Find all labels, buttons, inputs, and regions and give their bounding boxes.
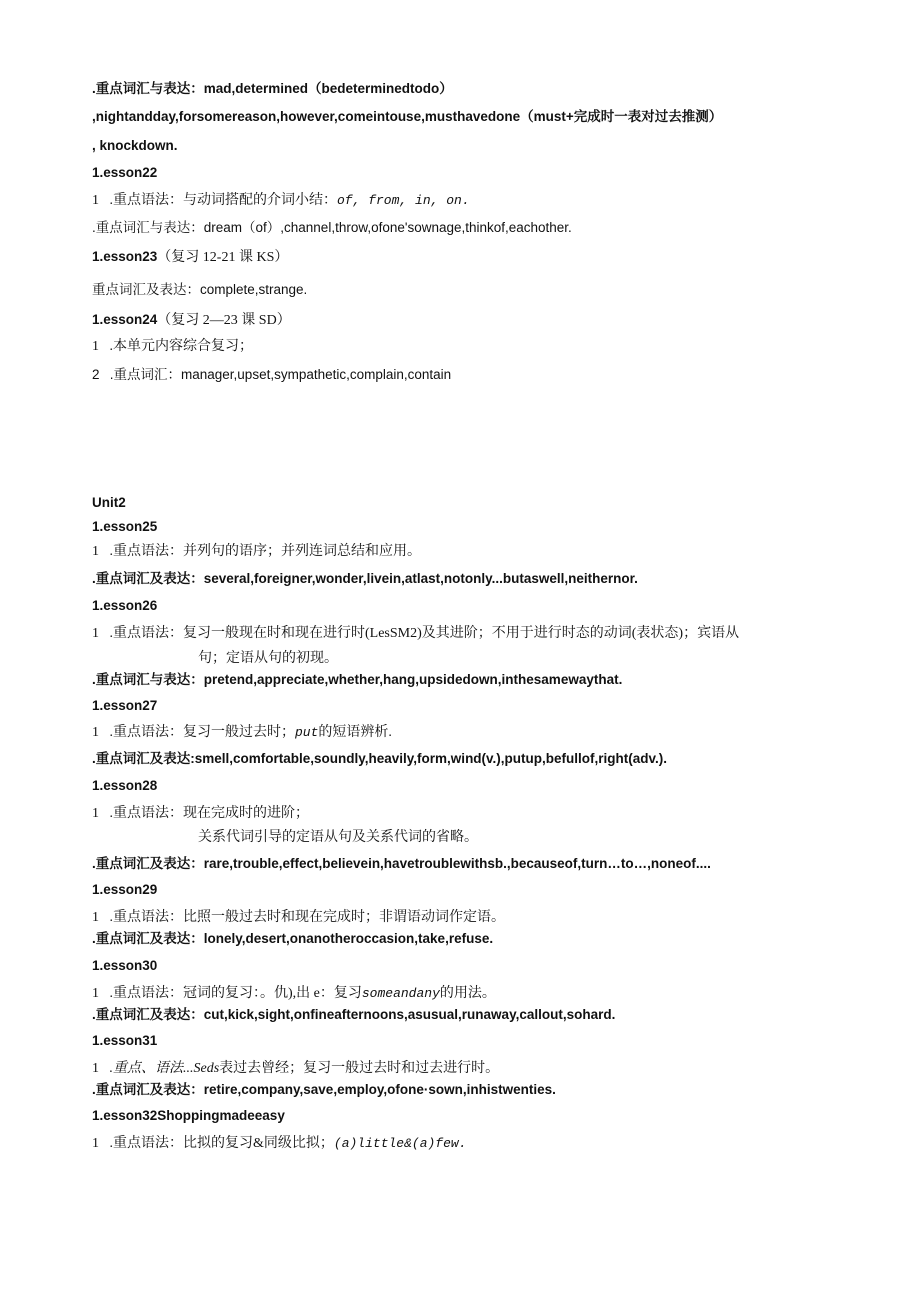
item-number: 1 <box>92 1136 99 1151</box>
grammar-text: .重点语法：复习一般现在时和现在进行时(LesSM2)及其进阶；不用于进行时态的动词(表状态)；宾语从 <box>109 626 740 641</box>
grammar-line <box>92 192 470 210</box>
grammar-italic: (a)little&(a)few. <box>333 1136 467 1151</box>
grammar-line <box>92 1060 499 1078</box>
grammar-text: 表过去曾经；复习一般过去时和过去进行时。 <box>219 1061 500 1076</box>
grammar-line <box>92 985 496 1003</box>
grammar-italic: put <box>295 725 319 740</box>
item-number: 1 <box>92 193 99 208</box>
item-number: 1 <box>92 1061 99 1076</box>
grammar-text: .重点语法：复习一般过去时； <box>109 725 295 740</box>
grammar-continuation: 关系代词引导的定语从句及关系代词的省略。 <box>198 830 478 845</box>
grammar-italic: someandany <box>361 986 440 1001</box>
lesson-title: 1.esson28 <box>92 778 158 793</box>
item-text: .重点词汇：manager,upset,sympathetic,complain,contain <box>109 367 452 382</box>
vocab-line: .重点词汇及表达：cut,kick,sight,onfineafternoons,asusual,runaway,callout,sohard. <box>92 1007 616 1022</box>
lesson-title: 1.esson29 <box>92 882 158 897</box>
grammar-text: 的用法。 <box>439 986 496 1001</box>
lesson-heading <box>92 248 288 267</box>
grammar-text: .重点语法：冠词的复习：。仇),出 e：复习 <box>109 986 362 1001</box>
grammar-line <box>92 909 505 927</box>
grammar-line <box>92 625 739 643</box>
lesson-title: 1.esson22 <box>92 165 158 180</box>
lesson-heading <box>92 311 291 330</box>
lesson-title: 1.esson27 <box>92 698 158 713</box>
item-number: 1 <box>92 725 99 740</box>
grammar-line <box>92 724 392 742</box>
grammar-text: 的短语辨析. <box>318 725 392 740</box>
grammar-line <box>92 1135 467 1153</box>
item-number: 1 <box>92 626 99 641</box>
vocab-line: .重点词汇及表达：lonely,desert,onanotheroccasion,take,refuse. <box>92 931 494 946</box>
grammar-text: .重点语法：现在完成时的进阶； <box>109 806 309 821</box>
lesson-title: 1.esson30 <box>92 958 158 973</box>
grammar-text: .重点语法：比拟的复习&同级比拟； <box>109 1136 334 1151</box>
vocab-line: , knockdown. <box>92 138 178 153</box>
grammar-line <box>92 805 309 823</box>
item-number: 1 <box>92 544 99 559</box>
list-item <box>92 366 451 384</box>
vocab-line: .重点词汇与表达：mad,determined（bedeterminedtodo） <box>92 81 453 96</box>
item-text: .本单元内容综合复习； <box>109 339 253 354</box>
lesson-title: 1.esson24 <box>92 312 158 327</box>
lesson-note: （复习 12-21 课 KS） <box>157 250 289 265</box>
grammar-text: .重点语法：并列句的语序；并列连词总结和应用。 <box>109 544 421 559</box>
vocab-line: .重点词汇与表达：dream（of）,channel,throw,ofone'sownage,thinkof,eachother. <box>92 220 572 235</box>
vocab-line: .重点词汇及表达：several,foreigner,wonder,livein,atlast,notonly...butaswell,neithernor. <box>92 571 638 586</box>
list-item <box>92 338 253 356</box>
item-number: 1 <box>92 910 99 925</box>
item-number: 1 <box>92 806 99 821</box>
lesson-title: 1.esson32Shoppingmadeeasy <box>92 1108 285 1123</box>
vocab-line: ,nightandday,forsomereason,however,comeintouse,musthavedone（must+完成时一表对过去推测） <box>92 109 723 124</box>
item-number: 1 <box>92 339 99 354</box>
vocab-line: .重点词汇及表达：rare,trouble,effect,believein,havetroublewithsb.,becauseof,turn…to…,noneof.... <box>92 856 711 871</box>
grammar-italic: .重点、语法...Seds <box>109 1061 220 1076</box>
vocab-line: .重点词汇及表达：retire,company,save,employ,ofone·sown,inhistwenties. <box>92 1082 556 1097</box>
vocab-line: .重点词汇与表达：pretend,appreciate,whether,hang,upsidedown,inthesamewaythat. <box>92 672 623 687</box>
grammar-continuation: 句；定语从句的初现。 <box>198 651 338 666</box>
lesson-title: 1.esson23 <box>92 249 158 264</box>
grammar-line <box>92 543 421 561</box>
unit-title: Unit2 <box>92 495 126 510</box>
item-number: 2 <box>92 367 100 382</box>
lesson-note: （复习 2—23 课 SD） <box>157 313 291 328</box>
item-number: 1 <box>92 986 99 1001</box>
lesson-title: 1.esson31 <box>92 1033 158 1048</box>
grammar-text: .重点语法：比照一般过去时和现在完成时；非谓语动词作定语。 <box>109 910 505 925</box>
vocab-line: 重点词汇及表达：complete,strange. <box>92 282 308 297</box>
vocab-line: .重点词汇及表达:smell,comfortable,soundly,heavily,form,wind(v.),putup,befullof,right(adv.). <box>92 751 668 766</box>
lesson-title: 1.esson26 <box>92 598 158 613</box>
grammar-text: .重点语法：与动词搭配的介词小结： <box>109 193 337 208</box>
grammar-italic: of, from, in, on. <box>337 193 470 208</box>
lesson-title: 1.esson25 <box>92 519 158 534</box>
